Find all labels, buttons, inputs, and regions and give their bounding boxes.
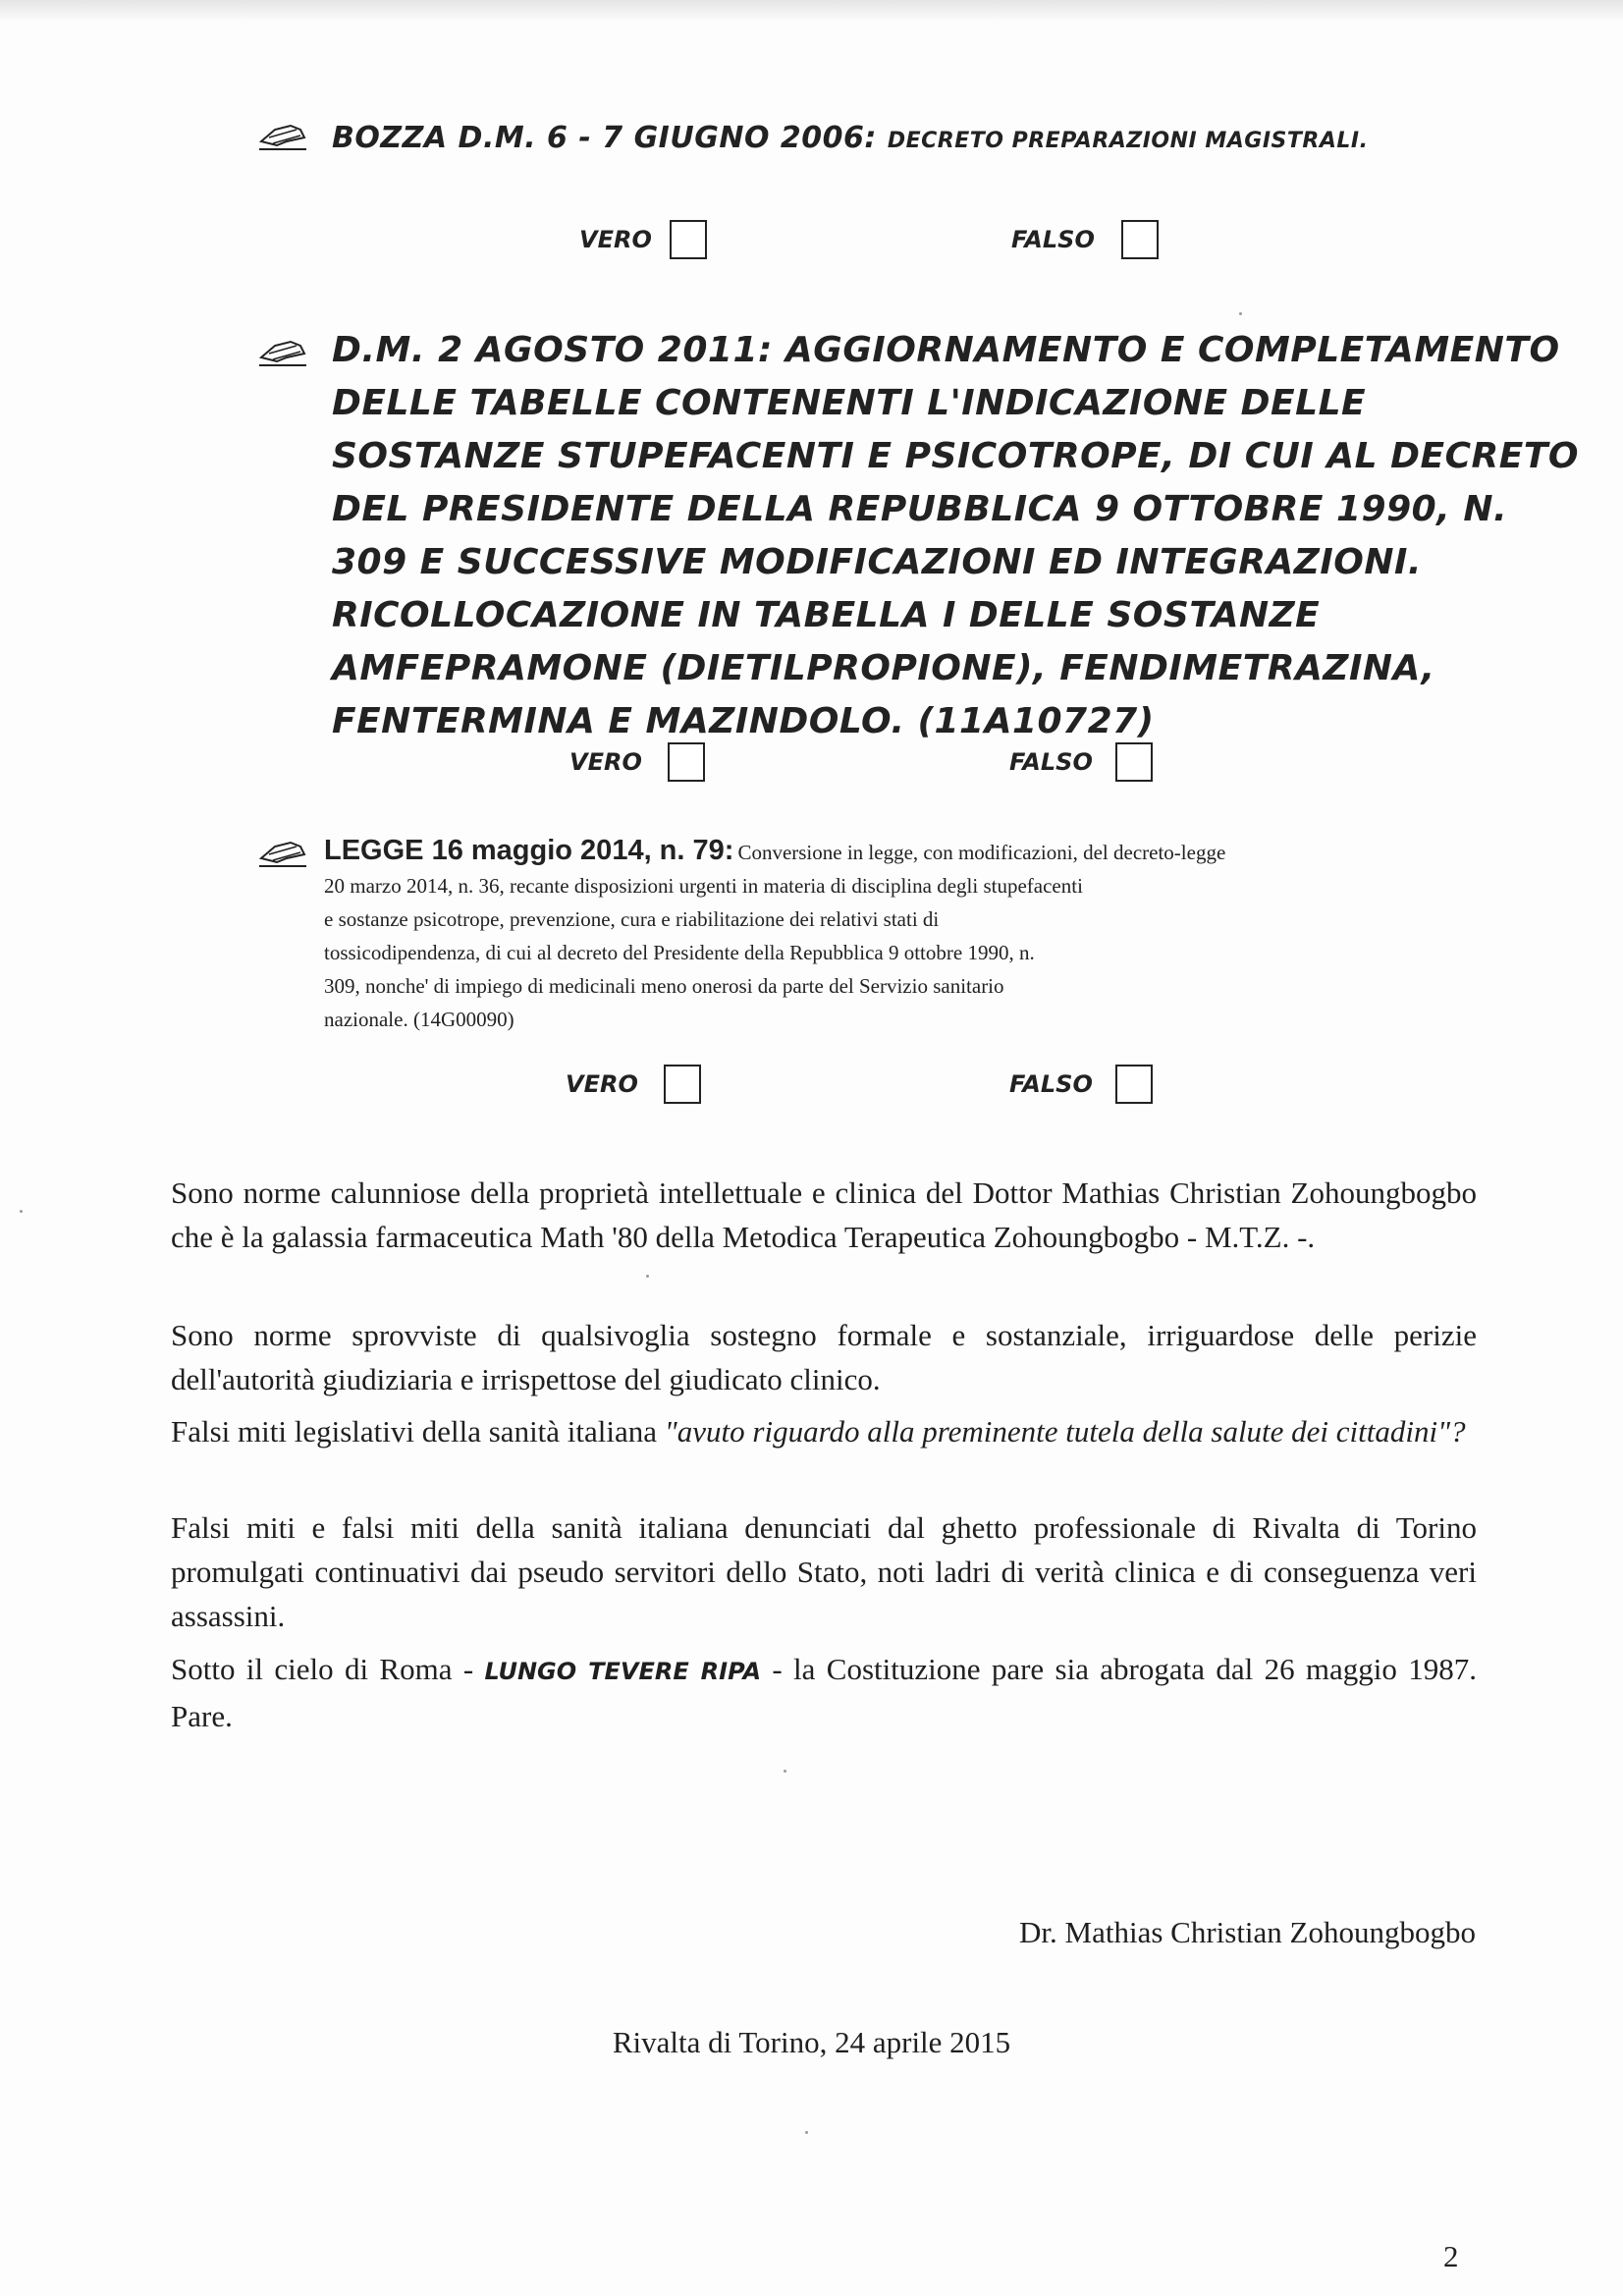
section1-heading-small: DECRETO PREPARAZIONI MAGISTRALI. — [887, 129, 1369, 153]
section1-heading — [332, 116, 1368, 164]
section3-vero-falso-row — [566, 1065, 1194, 1108]
writing-hand-icon — [257, 837, 308, 870]
section3-block — [324, 835, 1434, 1036]
section2-falso-checkbox[interactable] — [1115, 742, 1153, 782]
section2-heading-line: FENTERMINA E MAZINDOLO. (11A10727) — [332, 701, 1155, 741]
section2-heading-line: 309 E SUCCESSIVE MODIFICAZIONI ED INTEGRAZIONI. — [332, 542, 1423, 582]
scan-speck — [20, 1210, 23, 1213]
paragraph-2: Sono norme sprovviste di qualsivoglia sostegno formale e sostanziale, irriguardose delle perizie dell'autorità giudiziaria e irrispettose del giudicato clinico. — [171, 1318, 1477, 1396]
writing-hand-icon — [257, 336, 308, 369]
section3-body-line: tossicodipendenza, di cui al decreto del Presidente della Repubblica 9 ottobre 1990, n. — [324, 941, 1035, 964]
paragraph-3-quote: "avuto riguardo alla preminente tutela della salute dei cittadini"? — [664, 1414, 1466, 1449]
paragraph-5 — [171, 1647, 1477, 1738]
section2-vero-label: VERO — [569, 748, 642, 776]
page-number: 2 — [1443, 2239, 1459, 2273]
section3-body-line: 20 marzo 2014, n. 36, recante disposizioni urgenti in materia di disciplina degli stupefacenti — [324, 874, 1083, 898]
section2-heading — [332, 324, 1579, 748]
paragraph-5-text-end: - la Costituzione pare sia abrogata dal 26 maggio 1987. Pare. — [171, 1652, 1477, 1733]
section2-heading-line: D.M. 2 AGOSTO 2011: AGGIORNAMENTO E COMPLETAMENTO — [332, 330, 1560, 370]
section2-heading-line: DEL PRESIDENTE DELLA REPUBBLICA 9 OTTOBRE 1990, N. — [332, 489, 1508, 529]
paragraph-4: Falsi miti e falsi miti della sanità italiana denunciati dal ghetto professionale di Rivalta di Torino promulgati continuativi dai pseudo servitori dello Stato, noti ladri di verità clinica e di conseguenza veri assassini. — [171, 1510, 1477, 1633]
section1-vero-falso-row — [579, 220, 1208, 263]
section3-falso-label: FALSO — [1009, 1070, 1093, 1098]
section3-body-line: 309, nonche' di impiego di medicinali meno onerosi da parte del Servizio sanitario — [324, 974, 1004, 998]
section1-vero-checkbox[interactable] — [670, 220, 707, 259]
section2-heading-line: AMFEPRAMONE (DIETILPROPIONE), FENDIMETRAZINA, — [332, 648, 1435, 688]
section2-heading-line: DELLE TABELLE CONTENENTI L'INDICAZIONE DELLE — [332, 383, 1367, 423]
paragraph-5-text: Sotto il cielo di Roma - — [171, 1652, 485, 1686]
section3-body-line: Conversione in legge, con modificazioni, del decreto-legge — [737, 841, 1226, 864]
section2-falso-label: FALSO — [1009, 748, 1093, 776]
scan-speck — [646, 1275, 649, 1278]
writing-hand-icon — [257, 120, 308, 153]
section3-vero-label: VERO — [566, 1070, 638, 1098]
section2-heading-line: SOSTANZE STUPEFACENTI E PSICOTROPE, DI CUI AL DECRETO — [332, 436, 1579, 476]
section3-falso-checkbox[interactable] — [1115, 1065, 1153, 1104]
section3-vero-checkbox[interactable] — [664, 1065, 701, 1104]
paragraph-5-emphasis: LUNGO TEVERE RIPA — [484, 1658, 762, 1685]
section3-title: LEGGE 16 maggio 2014, n. 79: — [324, 835, 734, 866]
scan-top-edge — [0, 0, 1623, 22]
section1-heading-main: BOZZA D.M. 6 - 7 GIUGNO 2006: — [332, 121, 888, 155]
paragraph-3-text: Falsi miti legislativi della sanità italiana — [171, 1414, 665, 1449]
section1-falso-label: FALSO — [1011, 226, 1095, 253]
section2-vero-checkbox[interactable] — [668, 742, 705, 782]
section2-vero-falso-row — [569, 742, 1198, 786]
section3-body-line: e sostanze psicotrope, prevenzione, cura e riabilitazione dei relativi stati di — [324, 907, 940, 931]
section2-heading-line: RICOLLOCAZIONE IN TABELLA I DELLE SOSTANZE — [332, 595, 1321, 635]
signature: Dr. Mathias Christian Zohoungbogbo — [1019, 1915, 1476, 1949]
scan-speck — [805, 2131, 808, 2134]
paragraph-3 — [171, 1409, 1477, 1453]
scan-speck — [784, 1770, 786, 1773]
paragraph-1: Sono norme calunniose della proprietà intellettuale e clinica del Dottor Mathias Christian Zohoungbogbo che è la galassia farmaceutica Math '80 della Metodica Terapeutica Zohoungbogbo - M.T.Z. -. — [171, 1175, 1477, 1254]
section1-falso-checkbox[interactable] — [1121, 220, 1159, 259]
place-date: Rivalta di Torino, 24 aprile 2015 — [612, 2025, 1011, 2059]
section1-vero-label: VERO — [579, 226, 652, 253]
scan-speck — [1239, 312, 1242, 315]
section3-body-line: nazionale. (14G00090) — [324, 1008, 514, 1031]
